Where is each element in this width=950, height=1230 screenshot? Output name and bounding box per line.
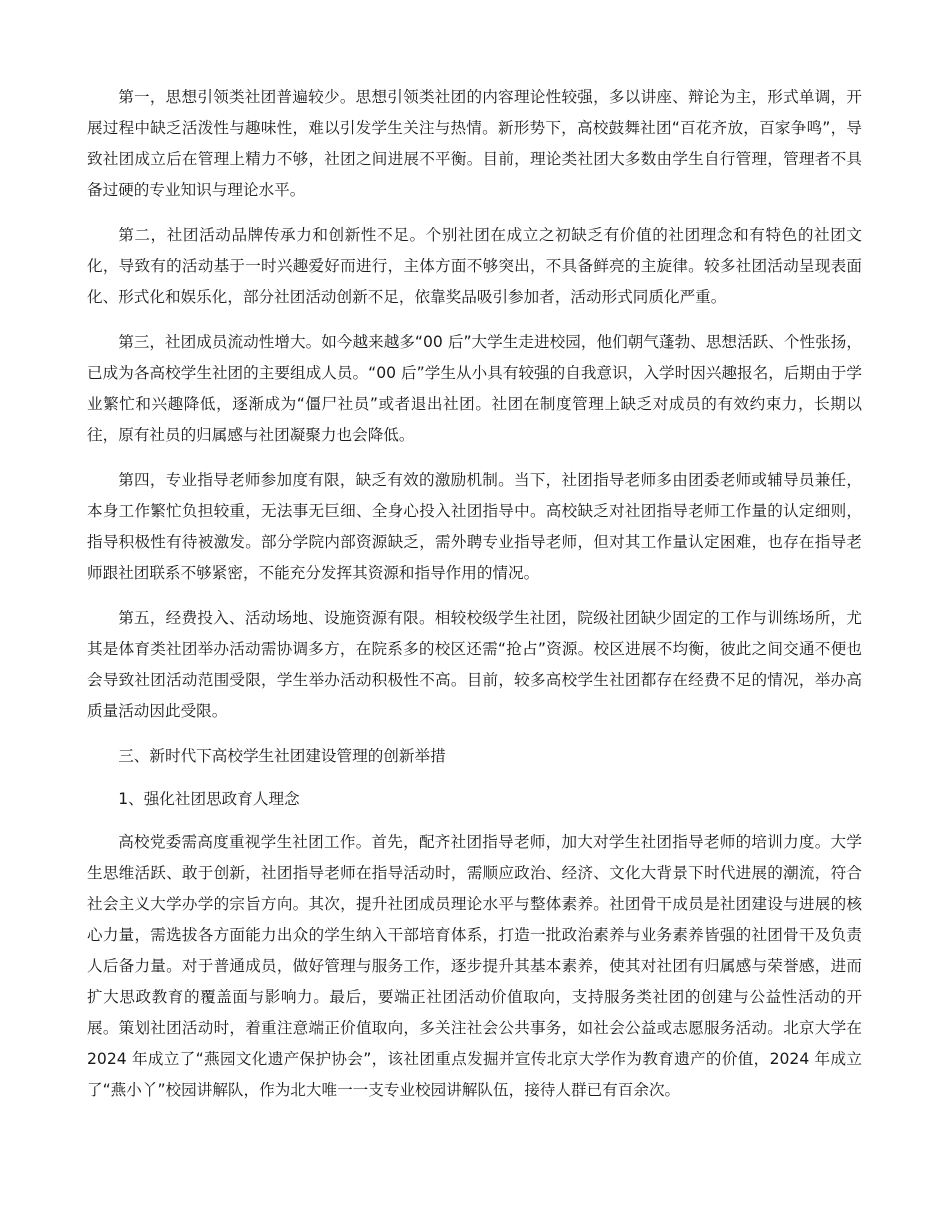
paragraph-3: 第三，社团成员流动性增大。如今越来越多“00 后”大学生走进校园，他们朝气蓬勃、思想活跃、个性张扬，已成为各高校学生社团的主要组成人员。“00 后”学生从小具有较强的自我意识，入学时因兴趣报名，后期由于学业繁忙和兴趣降低，逐渐成为“僵尸社员”或者退出社团。社团在制度管理上缺乏对成员的有效约束力，长期以往，原有社员的归属感与社团凝聚力也会降低。 — [87, 333, 862, 444]
document-page — [87, 82, 862, 1120]
section-heading: 三、新时代下高校学生社团建设管理的创新举措 — [118, 747, 446, 765]
paragraph-1: 第一，思想引领类社团普遍较少。思想引领类社团的内容理论性较强，多以讲座、辩论为主，形式单调，开展过程中缺乏活泼性与趣味性，难以引发学生关注与热情。新形势下，高校鼓舞社团“百花齐放，百家争鸣”，导致社团成立后在管理上精力不够，社团之间进展不平衡。目前，理论类社团大多数由学生自行管理，管理者不具备过硬的专业知识与理论水平。 — [87, 88, 862, 199]
paragraph-2: 第二，社团活动品牌传承力和创新性不足。个别社团在成立之初缺乏有价值的社团理念和有特色的社团文化，导致有的活动基于一时兴趣爱好而进行，主体方面不够突出，不具备鲜亮的主旋律。较多社团活动呈现表面化、形式化和娱乐化，部分社团活动创新不足，依靠奖品吸引参加者，活动形式同质化严重。 — [87, 226, 862, 306]
paragraph-4: 第四，专业指导老师参加度有限，缺乏有效的激励机制。当下，社团指导老师多由团委老师或辅导员兼任，本身工作繁忙负担较重，无法事无巨细、全身心投入社团指导中。高校缺乏对社团指导老师工作量的认定细则，指导积极性有待被激发。部分学院内部资源缺乏，需外聘专业指导老师，但对其工作量认定困难，也存在指导老师跟社团联系不够紧密，不能充分发挥其资源和指导作用的情况。 — [87, 471, 862, 582]
subsection-heading: 1、强化社团思政育人理念 — [118, 790, 300, 808]
paragraph-6: 高校党委需高度重视学生社团工作。首先，配齐社团指导老师，加大对学生社团指导老师的培训力度。大学生思维活跃、敢于创新，社团指导老师在指导活动时，需顺应政治、经济、文化大背景下时代进展的潮流，符合社会主义大学办学的宗旨方向。其次，提升社团成员理论水平与整体素养。社团骨干成员是社团建设与进展的核心力量，需选拔各方面能力出众的学生纳入干部培育体系，打造一批政治素养与业务素养皆强的社团骨干及负责人后备力量。对于普通成员，做好管理与服务工作，逐步提升其基本素养，使其对社团有归属感与荣誉感，进而扩大思政教育的覆盖面与影响力。最后，要端正社团活动价值取向，支持服务类社团的创建与公益性活动的开展。策划社团活动时，着重注意端正价值取向，多关注社会公共事务，如社会公益或志愿服务活动。北京大学在 2024 年成立了“燕园文化遗产保护协会”，该社团重点发掘并宣传北京大学作为教育遗产的价值，2024 年成立了“燕小丫”校园讲解队，作为北大唯一一支专业校园讲解队伍，接待人群已有百余次。 — [87, 833, 862, 1099]
paragraph-5: 第五，经费投入、活动场地、设施资源有限。相较校级学生社团，院级社团缺少固定的工作与训练场所，尤其是体育类社团举办活动需协调多方，在院系多的校区还需“抢占”资源。校区进展不均衡，彼此之间交通不便也会导致社团活动范围受限，学生举办活动积极性不高。目前，较多高校学生社团都存在经费不足的情况，举办高质量活动因此受限。 — [87, 609, 862, 720]
